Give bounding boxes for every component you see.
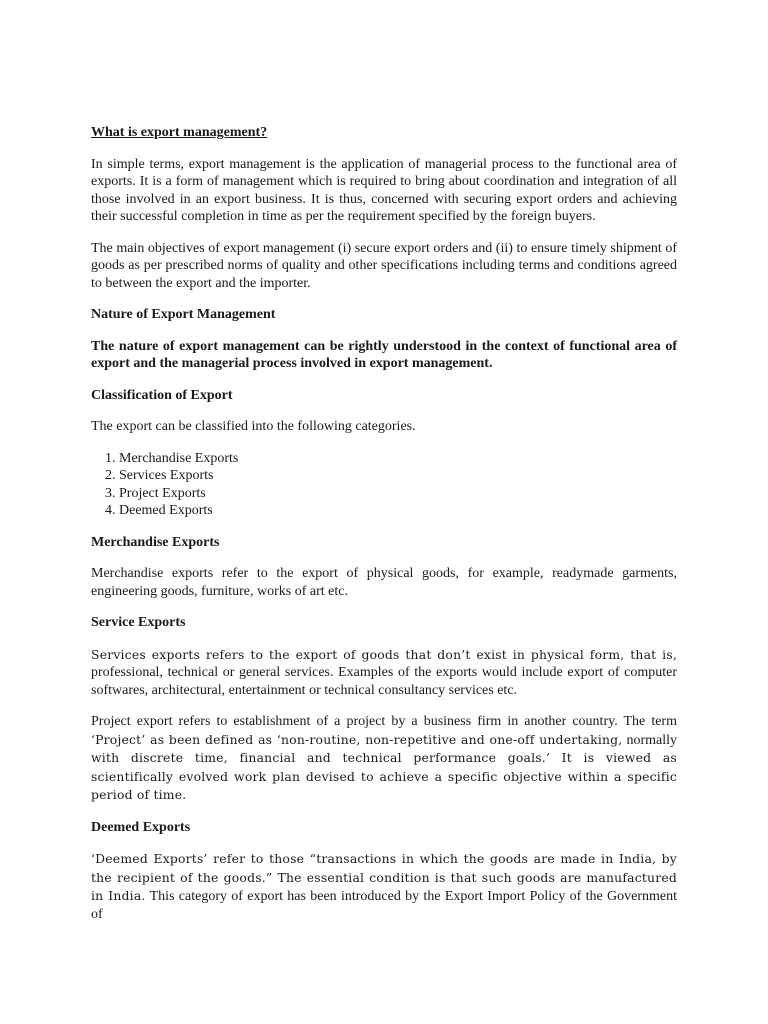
paragraph-intro: In simple terms, export management is the application of managerial process to the functional area of exports. It is a form of management which is required to bring about coordination and integration of all those involved in an export business. It is thus, concerned with securing export orders and achieving their successful completion in time as per the requirement specified by the foreign buyers.: [91, 156, 677, 224]
heading-deemed: Deemed Exports: [91, 819, 191, 835]
list-item: 2. Services Exports: [119, 467, 677, 485]
document-page: [91, 124, 677, 937]
heading-nature: Nature of Export Management: [91, 307, 276, 322]
list-item: 1. Merchandise Exports: [119, 450, 677, 468]
paragraph-classification: The export can be classified into the following categories.: [91, 419, 416, 434]
paragraph-service: [91, 646, 677, 700]
heading-service: Service Exports: [91, 615, 186, 630]
paragraph-merchandise: Merchandise exports refer to the export of physical goods, for example, readymade garments, engineering goods, furniture, works of art etc.: [91, 566, 677, 599]
paragraph-project-part-d: with discrete time, financial and technical performance goals.’ It is viewed as scientifically evolved work plan devised to achieve a specific objective within a specific period of time.: [91, 750, 677, 802]
paragraph-deemed: [91, 850, 677, 923]
paragraph-project: [91, 713, 677, 805]
paragraph-nature: The nature of export management can be rightly understood in the context of functional area of export and the managerial process involved in export management.: [91, 338, 677, 371]
heading-merchandise: Merchandise Exports: [91, 534, 220, 550]
paragraph-service-part-a: Services exports refers to the export of goods that don’t exist in physical form, that is,: [91, 646, 677, 662]
list-item: 3. Project Exports: [119, 485, 677, 503]
heading-classification: Classification of Export: [91, 387, 233, 403]
paragraph-objectives: The main objectives of export management (i) secure export orders and (ii) to ensure timely shipment of goods as per prescribed norms of quality and other specifications including terms and conditions agreed to between the export and the importer.: [91, 240, 677, 291]
paragraph-project-part-c: normally: [626, 732, 677, 748]
paragraph-deemed-part-b: This category of export has been introduced by the Export Import Policy of the Government of: [91, 889, 678, 922]
paragraph-deemed-part-a: ‘Deemed Exports’ refer to those “transactions in which the goods are made in India, by the recipient of the goods.” The essential condition is that such goods are manufactured in India.: [91, 851, 677, 903]
category-list: [91, 450, 677, 520]
paragraph-service-part-b: professional, technical or general services. Examples of the exports would include export of computer softwares, architectural, entertainment or technical consultancy services etc.: [91, 665, 677, 698]
paragraph-project-part-b: ‘Project’ as been defined as ‘non-routine, non-repetitive and one-off undertaking,: [91, 731, 623, 747]
paragraph-project-part-a: Project export refers to establishment of a project by a business firm in another country. The term: [91, 714, 677, 729]
list-item: 4. Deemed Exports: [119, 502, 677, 520]
heading-what-is-export-management: What is export management?: [91, 125, 268, 140]
